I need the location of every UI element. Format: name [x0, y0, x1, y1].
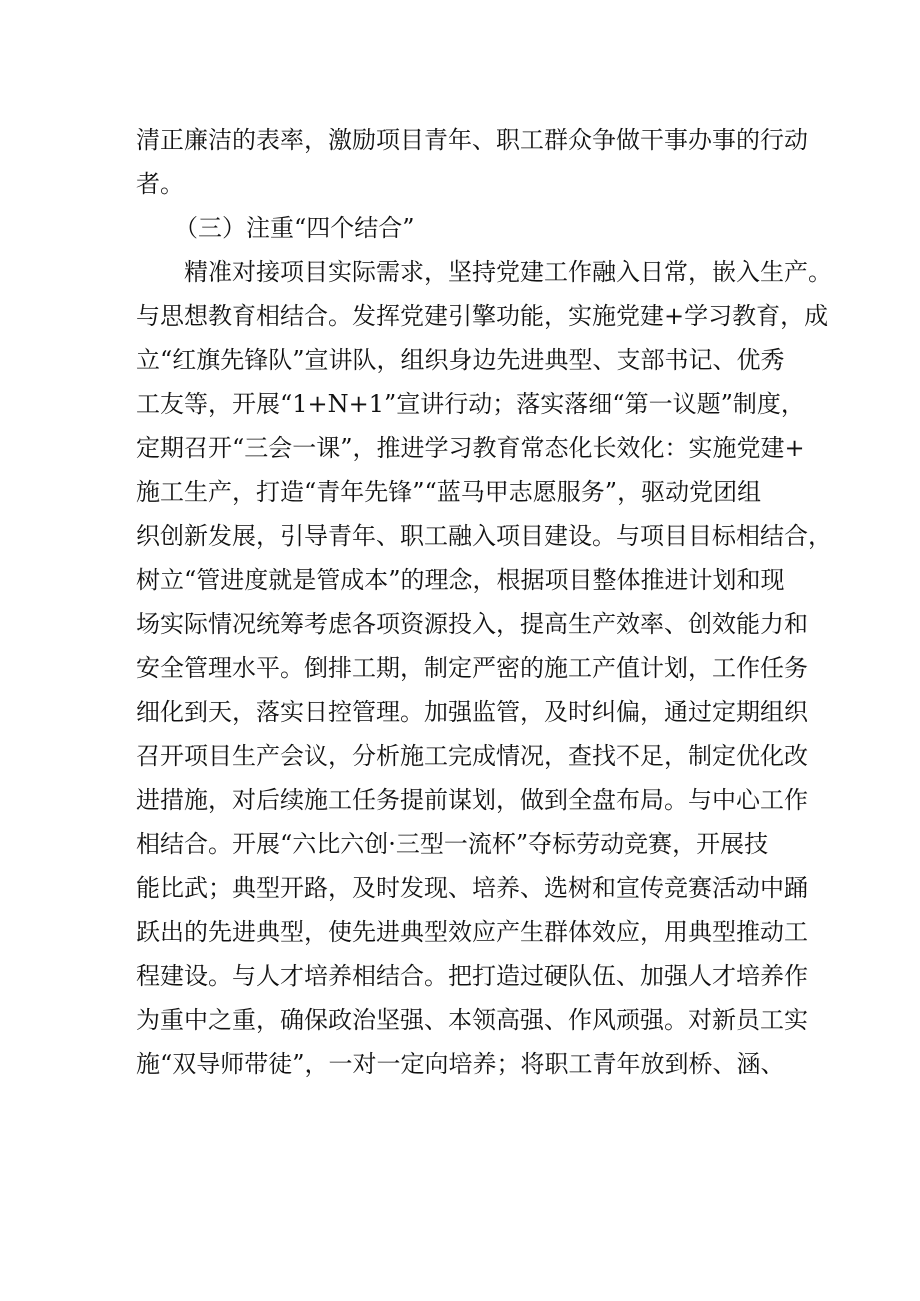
- section-heading: （三）注重“四个结合”: [174, 214, 415, 242]
- text-line: 施工生产，打造“青年先锋”“蓝马甲志愿服务”，驱动党团组: [136, 478, 762, 506]
- text-line: 树立“管进度就是管成本”的理念，根据项目整体推进计划和现: [136, 566, 785, 594]
- text-line: 安全管理水平。倒排工期，制定严密的施工产值计划，工作任务: [136, 654, 808, 682]
- text-line: 跃出的先进典型，使先进典型效应产生群体效应，用典型推动工: [136, 918, 808, 946]
- document-body: [136, 118, 832, 1086]
- text-line: 清正廉洁的表率，激励项目青年、职工群众争做干事办事的行动: [136, 126, 808, 154]
- text-line: 立“红旗先锋队”宣讲队，组织身边先进典型、支部书记、优秀: [136, 346, 785, 374]
- text-line: 为重中之重，确保政治坚强、本领高强、作风顽强。对新员工实: [136, 1006, 808, 1034]
- text-line: 进措施，对后续施工任务提前谋划，做到全盘布局。与中心工作: [136, 786, 808, 814]
- text-line: 者。: [136, 170, 184, 198]
- text-line: 施“双导师带徒”，一对一定向培养；将职工青年放到桥、涵、: [136, 1050, 785, 1078]
- text-line: 与思想教育相结合。发挥党建引擎功能，实施党建+学习教育，成: [136, 302, 829, 330]
- text-line: 能比武；典型开路，及时发现、培养、选树和宣传竞赛活动中踊: [136, 874, 808, 902]
- text-line: 织创新发展，引导青年、职工融入项目建设。与项目目标相结合，: [136, 522, 832, 550]
- text-line: 定期召开“三会一课”，推进学习教育常态化长效化：实施党建+: [136, 434, 805, 462]
- text-line: 召开项目生产会议，分析施工完成情况，查找不足，制定优化改: [136, 742, 808, 770]
- text-line: 精准对接项目实际需求，坚持党建工作融入日常，嵌入生产。: [184, 258, 832, 286]
- text-line: 程建设。与人才培养相结合。把打造过硬队伍、加强人才培养作: [136, 962, 808, 990]
- text-line: 相结合。开展“六比六创·三型一流杯”夺标劳动竞赛，开展技: [136, 830, 769, 858]
- text-line: 场实际情况统筹考虑各项资源投入，提高生产效率、创效能力和: [136, 610, 808, 638]
- text-line: 细化到天，落实日控管理。加强监管，及时纠偏，通过定期组织: [136, 698, 808, 726]
- text-line: 工友等，开展“1+N+1”宣讲行动；落实落细“第一议题”制度，: [136, 390, 805, 418]
